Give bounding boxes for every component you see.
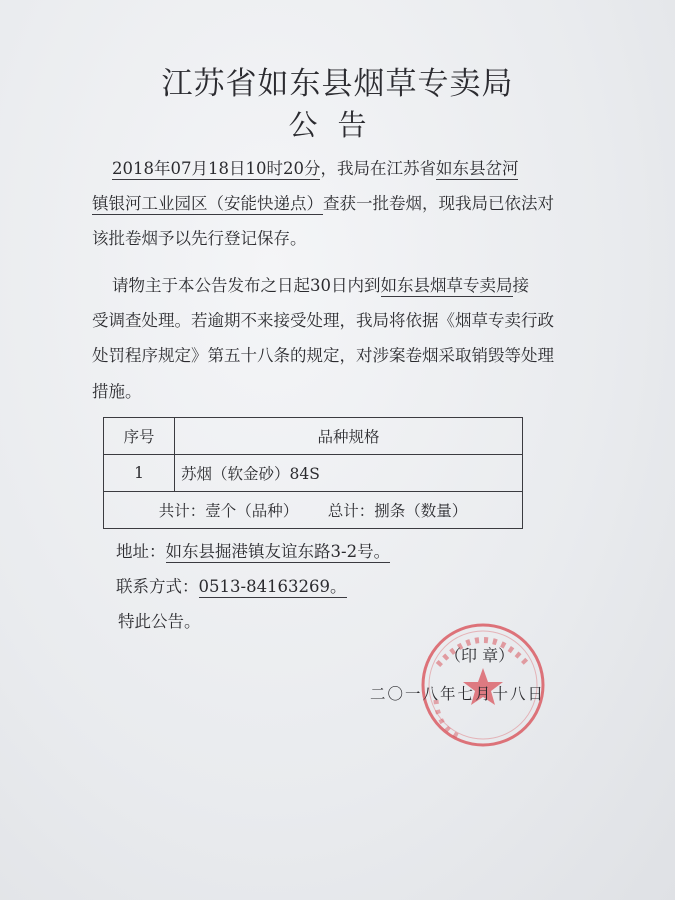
phone-value: 0513-84163269。: [198, 577, 347, 596]
signature-date: 二〇一八年七月十八日: [370, 685, 546, 703]
table-footer-row: [104, 492, 523, 529]
seal-label: （印 章）: [445, 646, 515, 665]
header-spec: 品种规格: [175, 418, 523, 455]
para1-line2-rest: 查获一批卷烟，现我局已依法对: [323, 194, 554, 213]
para1-line3: 该批卷烟予以先行登记保存。: [92, 229, 307, 248]
document-subtitle: 公告: [288, 108, 387, 142]
header-no: 序号: [104, 418, 175, 455]
para2-line1-a: 请物主于本公告发布之日起30日内到: [112, 276, 381, 295]
para1-line2: [92, 190, 554, 214]
para2-line1: [112, 272, 529, 296]
para2-line1-b: 接: [512, 276, 529, 295]
closing-text: 特此公告。: [118, 612, 201, 631]
bureau-name: 如东县烟草专卖局: [380, 276, 513, 295]
para1-line1-rest: ，我局在江苏省: [320, 159, 436, 178]
table-row: [104, 455, 523, 492]
table-total: 共计：壹个（品种） 总计：捌条（数量）: [104, 492, 523, 529]
para2-line4: 措施。: [92, 382, 142, 401]
table-header-row: [104, 418, 523, 455]
seizure-place-part2: 镇银河工业园区（安能快递点）: [92, 194, 323, 213]
document-title: 江苏省如东县烟草专卖局: [161, 66, 514, 102]
seized-items-table: [103, 417, 523, 529]
row-spec: 苏烟（软金砂）84S: [175, 455, 523, 492]
phone-label: 联系方式：: [116, 577, 199, 596]
seizure-datetime: 2018年07月18日10时20分: [112, 159, 321, 178]
address-label: 地址：: [116, 542, 166, 561]
para2-line2: 受调查处理。若逾期不来接受处理，我局将依据《烟草专卖行政: [92, 311, 554, 330]
address-value: 如东县掘港镇友谊东路3-2号。: [165, 542, 391, 561]
seizure-place-part1: 如东县岔河: [435, 159, 519, 178]
para2-line3: 处罚程序规定》第五十八条的规定，对涉案卷烟采取销毁等处理: [92, 346, 554, 365]
phone-line: [116, 573, 347, 597]
address-line: [116, 538, 390, 562]
para1-line1: [112, 155, 518, 179]
row-no: 1: [104, 455, 175, 492]
